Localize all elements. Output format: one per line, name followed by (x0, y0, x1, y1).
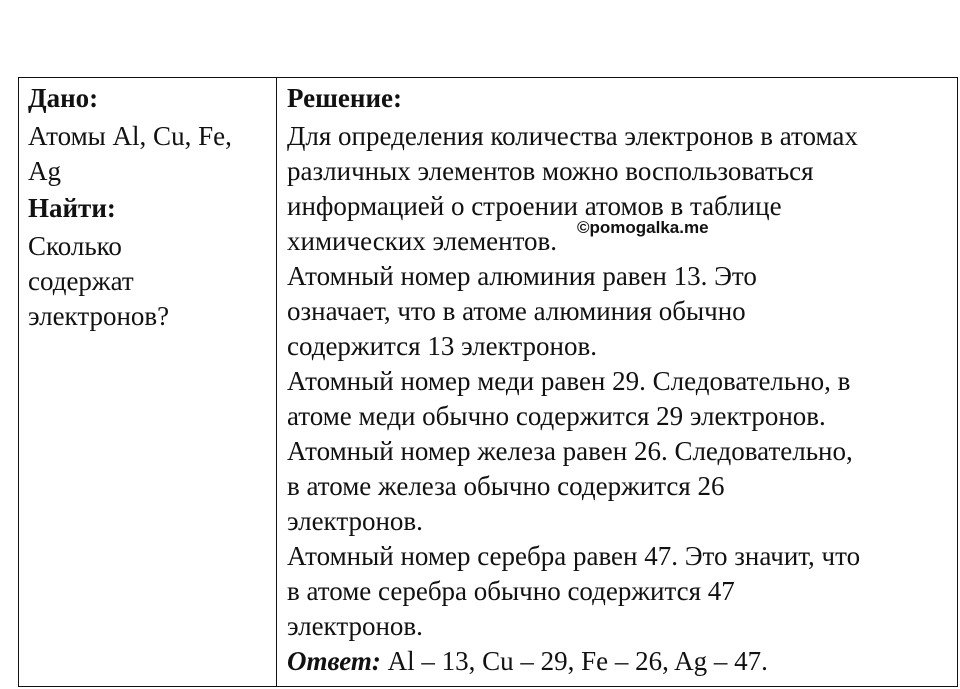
given-block (28, 119, 270, 189)
solution-line: различных элементов можно воспользоваться (287, 156, 814, 186)
solution-column (277, 78, 957, 686)
find-line: содержат (28, 266, 134, 296)
solution-line: электронов. (287, 506, 423, 536)
answer-label: Ответ: (287, 646, 381, 676)
find-heading: Найти: (28, 193, 116, 223)
find-block (28, 229, 270, 334)
solution-line: Атомный номер железа равен 26. Следовательно, (287, 436, 853, 466)
solution-line: атоме меди обычно содержится 29 электронов. (287, 401, 826, 431)
solution-line: электронов. (287, 611, 423, 641)
solution-line: означает, что в атоме алюминия обычно (287, 296, 746, 326)
solution-line: содержится 13 электронов. (287, 331, 597, 361)
given-heading: Дано: (28, 83, 99, 113)
given-line: Ag (28, 156, 61, 186)
answer-text: Al – 13, Cu – 29, Fe – 26, Ag – 47. (380, 646, 768, 676)
solution-heading: Решение: (287, 83, 402, 113)
given-column (19, 78, 277, 686)
solution-line: Атомный номер меди равен 29. Следовательно, в (287, 366, 851, 396)
find-line: Сколько (28, 231, 122, 261)
solution-text (287, 119, 953, 679)
find-line: электронов? (28, 301, 170, 331)
solution-line: Атомный номер серебра равен 47. Это значит, что (287, 541, 861, 571)
answer-line (287, 644, 953, 679)
given-line: Атомы Al, Cu, Fe, (28, 121, 232, 151)
watermark-text: ©pomogalka.me (577, 218, 709, 237)
solution-line: Атомный номер алюминия равен 13. Это (287, 261, 757, 291)
solution-line: в атоме серебра обычно содержится 47 (287, 576, 735, 606)
solution-line: в атоме железа обычно содержится 26 (287, 471, 725, 501)
solution-line: информацией о строении атомов в таблице (287, 191, 782, 221)
solution-table (18, 77, 958, 687)
solution-line: химических элементов. (287, 226, 558, 256)
solution-line: Для определения количества электронов в атомах (287, 121, 858, 151)
